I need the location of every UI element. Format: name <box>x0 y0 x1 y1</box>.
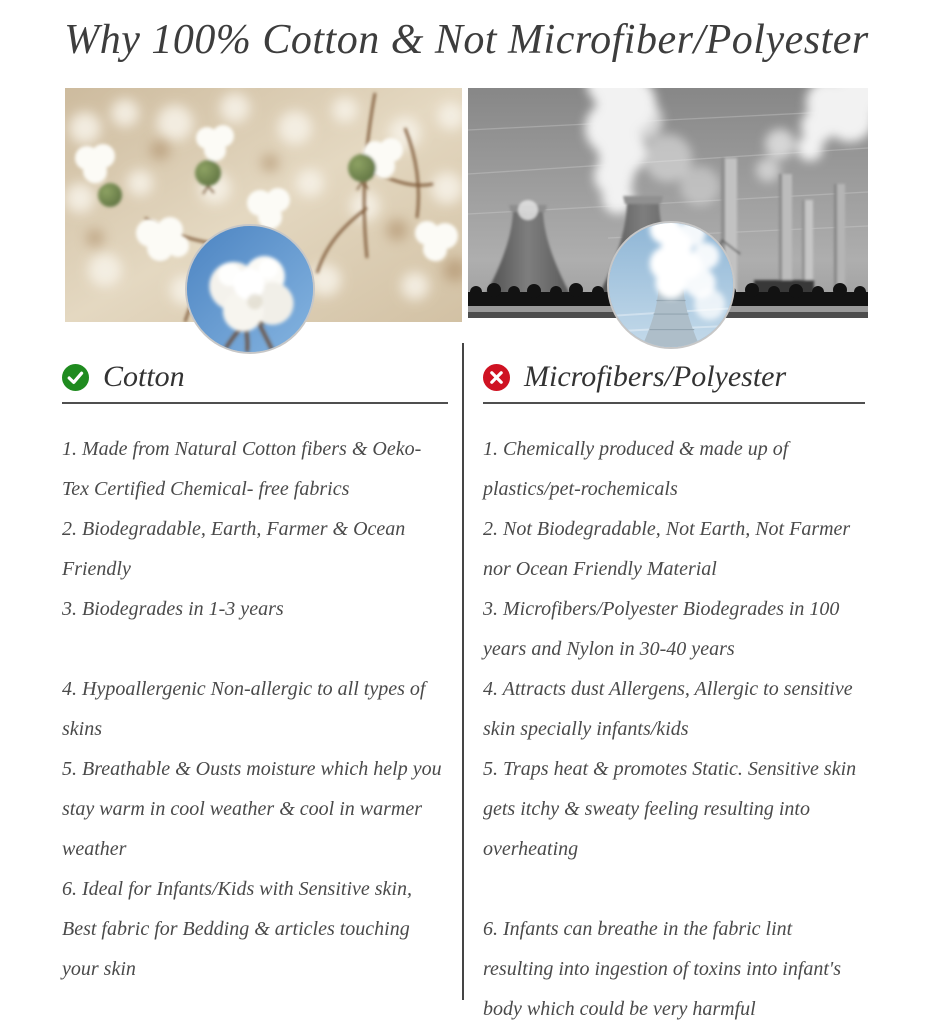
cross-circle-icon <box>483 364 510 391</box>
page-title: Why 100% Cotton & Not Microfiber/Polyester <box>64 17 869 63</box>
microfiber-header-underline <box>483 402 865 404</box>
microfiber-column-title: Microfibers/Polyester <box>524 360 787 393</box>
column-divider <box>462 343 464 1000</box>
microfiber-item-6: 6. Infants can breathe in the fabric lint resulting into ingestion of toxins into infant's body which could be very harmful <box>483 918 841 1020</box>
check-circle-icon <box>62 364 89 391</box>
microfiber-drawbacks-list <box>483 429 865 1024</box>
cotton-column-title: Cotton <box>103 360 185 393</box>
microfiber-item-1: 1. Chemically produced & made up of plastics/pet-rochemicals <box>483 438 789 500</box>
microfiber-item-3: 3. Microfibers/Polyester Biodegrades in 100 years and Nylon in 30-40 years <box>483 598 840 660</box>
cotton-header-underline <box>62 402 448 404</box>
cotton-item-1: 1. Made from Natural Cotton fibers & Oeko-Tex Certified Chemical- free fabrics <box>62 438 422 500</box>
cotton-item-6: 6. Ideal for Infants/Kids with Sensitive skin, Best fabric for Bedding & articles touching your skin <box>62 878 412 980</box>
cotton-column <box>62 360 448 989</box>
cooling-tower-closeup-illustration <box>609 223 733 347</box>
cotton-boll-closeup-illustration <box>187 226 313 352</box>
cotton-boll-inset <box>185 224 315 354</box>
microfiber-item-2: 2. Not Biodegradable, Not Earth, Not Farmer nor Ocean Friendly Material <box>483 518 851 580</box>
cotton-benefits-list <box>62 429 448 989</box>
microfiber-column <box>483 360 865 1024</box>
microfiber-column-header <box>483 360 865 394</box>
cotton-item-4: 4. Hypoallergenic Non-allergic to all types of skins <box>62 678 426 740</box>
microfiber-item-4: 4. Attracts dust Allergens, Allergic to sensitive skin specially infants/kids <box>483 678 853 740</box>
cotton-item-2: 2. Biodegradable, Earth, Farmer & Ocean Friendly <box>62 518 406 580</box>
cotton-item-3: 3. Biodegrades in 1-3 years <box>62 598 284 620</box>
microfiber-item-5: 5. Traps heat & promotes Static. Sensitive skin gets itchy & sweaty feeling resulting into overheating <box>483 758 857 860</box>
cotton-column-header <box>62 360 448 394</box>
cotton-item-5: 5. Breathable & Ousts moisture which help you stay warm in cool weather & cool in warmer weather <box>62 758 442 860</box>
cooling-tower-inset <box>607 221 735 349</box>
